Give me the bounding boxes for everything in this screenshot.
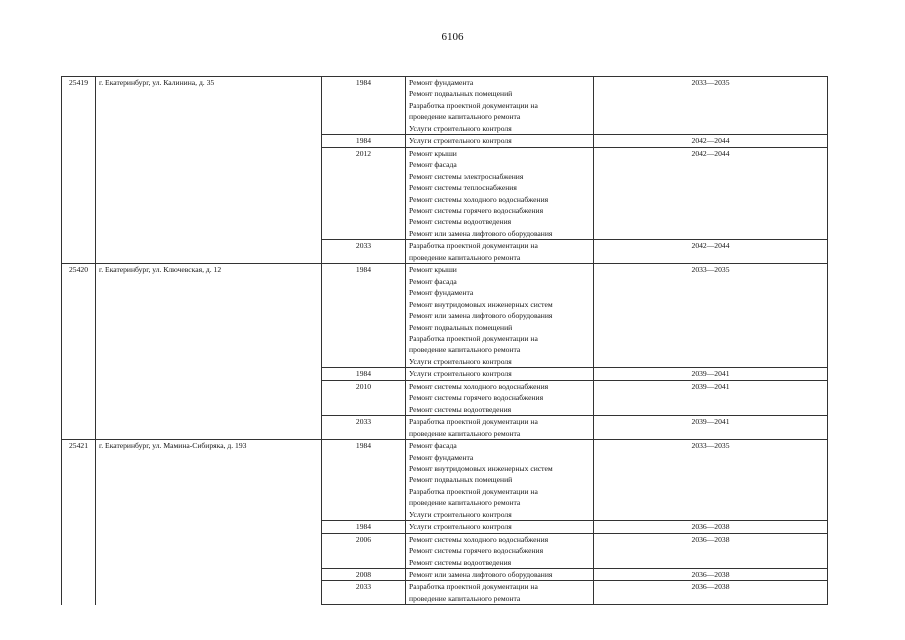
year-cell: 2006 bbox=[322, 533, 406, 568]
period-cell: 2033—2035 bbox=[594, 77, 828, 135]
building-address: г. Екатеринбург, ул. Калинина, д. 35 bbox=[96, 77, 322, 264]
work-line: Услуги строительного контроля bbox=[409, 369, 512, 379]
work-line: Ремонт или замена лифтового оборудования bbox=[409, 228, 553, 238]
work-line: проведение капитального ремонта bbox=[409, 428, 521, 438]
period-cell: 2033—2035 bbox=[594, 440, 828, 521]
work-line: Ремонт фасада bbox=[409, 160, 457, 170]
work-line: Ремонт подвальных помещений bbox=[409, 89, 513, 99]
year-cell: 2008 bbox=[322, 569, 406, 581]
works-cell bbox=[406, 581, 594, 605]
work-line: проведение капитального ремонта bbox=[409, 345, 521, 355]
year-cell: 1984 bbox=[322, 440, 406, 521]
period-cell: 2036—2038 bbox=[594, 581, 828, 605]
work-line: Ремонт фасада bbox=[409, 276, 457, 286]
page-number: 6106 bbox=[441, 31, 464, 43]
period-cell: 2033—2035 bbox=[594, 264, 828, 368]
work-line: Ремонт фундамента bbox=[409, 288, 474, 298]
works-cell bbox=[406, 240, 594, 264]
capital-repair-table bbox=[61, 76, 828, 605]
works-cell bbox=[406, 380, 594, 415]
building-address: г. Екатеринбург, ул. Ключевская, д. 12 bbox=[96, 264, 322, 440]
work-line: Ремонт системы водоотведения bbox=[409, 217, 512, 227]
work-line: Ремонт фасада bbox=[409, 441, 457, 451]
period-cell: 2039—2041 bbox=[594, 368, 828, 380]
work-line: Ремонт подвальных помещений bbox=[409, 475, 513, 485]
works-cell bbox=[406, 147, 594, 240]
works-cell bbox=[406, 264, 594, 368]
year-cell: 2033 bbox=[322, 416, 406, 440]
work-line: Ремонт внутридомовых инженерных систем bbox=[409, 463, 553, 473]
year-cell: 1984 bbox=[322, 77, 406, 135]
table-row bbox=[62, 77, 828, 135]
table-row bbox=[62, 264, 828, 368]
year-cell: 1984 bbox=[322, 368, 406, 380]
period-cell: 2042—2044 bbox=[594, 240, 828, 264]
work-line: проведение капитального ремонта bbox=[409, 112, 521, 122]
year-cell: 1984 bbox=[322, 264, 406, 368]
work-line: Ремонт фундамента bbox=[409, 452, 474, 462]
period-cell: 2036—2038 bbox=[594, 521, 828, 533]
work-line: Разработка проектной документации на bbox=[409, 582, 538, 592]
work-line: Разработка проектной документации на bbox=[409, 417, 538, 427]
period-cell: 2039—2041 bbox=[594, 380, 828, 415]
work-line: Разработка проектной документации на bbox=[409, 486, 538, 496]
work-line: Услуги строительного контроля bbox=[409, 123, 512, 133]
works-cell bbox=[406, 368, 594, 380]
period-cell: 2036—2038 bbox=[594, 569, 828, 581]
work-line: проведение капитального ремонта bbox=[409, 498, 521, 508]
works-cell bbox=[406, 533, 594, 568]
work-line: Ремонт системы холодного водоснабжения bbox=[409, 381, 549, 391]
works-cell bbox=[406, 440, 594, 521]
work-line: Ремонт системы горячего водоснабжения bbox=[409, 205, 544, 215]
year-cell: 2012 bbox=[322, 147, 406, 240]
year-cell: 1984 bbox=[322, 521, 406, 533]
building-address: г. Екатеринбург, ул. Мамина-Сибиряка, д. 193 bbox=[96, 440, 322, 605]
year-cell: 2010 bbox=[322, 380, 406, 415]
period-cell: 2042—2044 bbox=[594, 135, 828, 147]
work-line: Разработка проектной документации на bbox=[409, 333, 538, 343]
works-cell bbox=[406, 135, 594, 147]
work-line: Разработка проектной документации на bbox=[409, 241, 538, 251]
building-id: 25419 bbox=[62, 77, 96, 264]
period-cell: 2042—2044 bbox=[594, 147, 828, 240]
work-line: Ремонт крыши bbox=[409, 265, 457, 275]
period-cell: 2039—2041 bbox=[594, 416, 828, 440]
work-line: Услуги строительного контроля bbox=[409, 136, 512, 146]
work-line: Ремонт подвальных помещений bbox=[409, 322, 513, 332]
work-line: Ремонт или замена лифтового оборудования bbox=[409, 311, 553, 321]
year-cell: 1984 bbox=[322, 135, 406, 147]
work-line: Ремонт или замена лифтового оборудования bbox=[409, 570, 553, 580]
work-line: Услуги строительного контроля bbox=[409, 356, 512, 366]
work-line: Ремонт системы холодного водоснабжения bbox=[409, 194, 549, 204]
work-line: Ремонт системы электроснабжения bbox=[409, 171, 524, 181]
work-line: Ремонт внутридомовых инженерных систем bbox=[409, 299, 553, 309]
work-line: Услуги строительного контроля bbox=[409, 522, 512, 532]
works-cell bbox=[406, 416, 594, 440]
work-line: Ремонт системы водоотведения bbox=[409, 557, 512, 567]
year-cell: 2033 bbox=[322, 581, 406, 605]
year-cell: 2033 bbox=[322, 240, 406, 264]
work-line: Разработка проектной документации на bbox=[409, 100, 538, 110]
building-id: 25421 bbox=[62, 440, 96, 605]
works-cell bbox=[406, 521, 594, 533]
work-line: Ремонт системы горячего водоснабжения bbox=[409, 546, 544, 556]
table-row bbox=[62, 440, 828, 521]
work-line: Ремонт системы горячего водоснабжения bbox=[409, 393, 544, 403]
work-line: Ремонт системы водоотведения bbox=[409, 404, 512, 414]
works-cell bbox=[406, 77, 594, 135]
period-cell: 2036—2038 bbox=[594, 533, 828, 568]
work-line: проведение капитального ремонта bbox=[409, 252, 521, 262]
work-line: Ремонт крыши bbox=[409, 148, 457, 158]
work-line: Ремонт системы теплоснабжения bbox=[409, 183, 517, 193]
work-line: Ремонт фундамента bbox=[409, 78, 474, 87]
work-line: проведение капитального ремонта bbox=[409, 593, 521, 603]
work-line: Услуги строительного контроля bbox=[409, 509, 512, 519]
works-cell bbox=[406, 569, 594, 581]
work-line: Ремонт системы холодного водоснабжения bbox=[409, 534, 549, 544]
building-id: 25420 bbox=[62, 264, 96, 440]
